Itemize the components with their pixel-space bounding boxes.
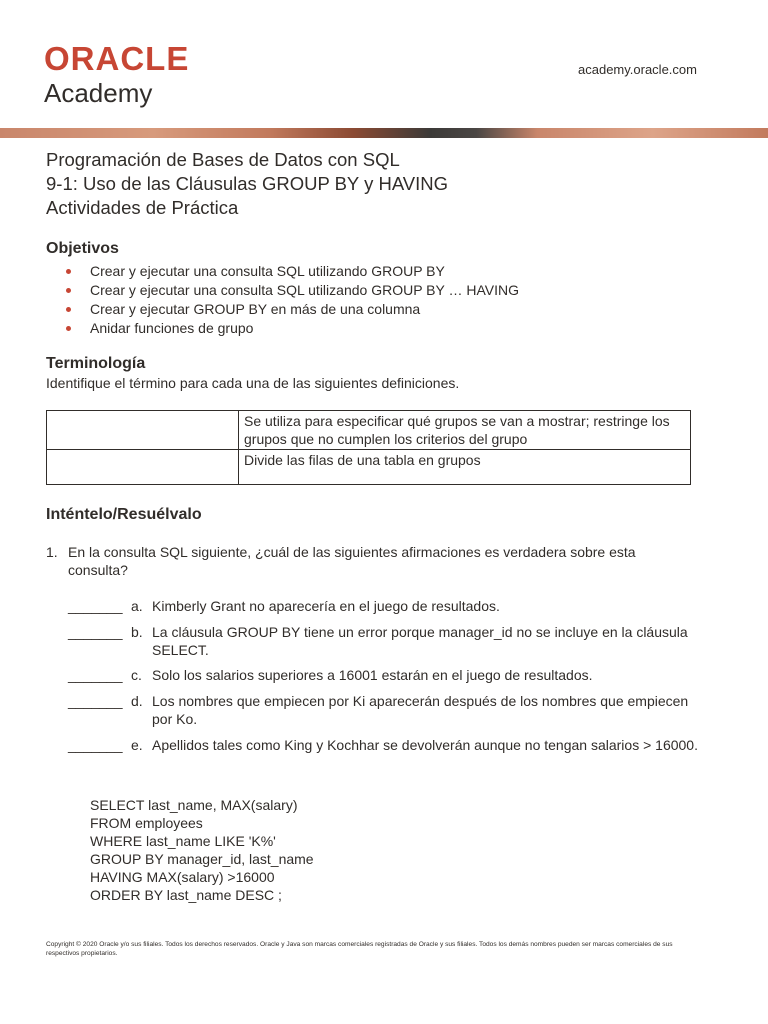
objective-item xyxy=(66,281,519,300)
objectives-list xyxy=(66,262,519,338)
title-lesson: 9-1: Uso de las Cláusulas GROUP BY y HAVING xyxy=(46,173,449,194)
table-row xyxy=(47,411,691,450)
answer-option-d xyxy=(68,692,698,728)
option-text: Apellidos tales como King y Kochhar se devolverán aunque no tengan salarios > 16000. xyxy=(152,737,698,753)
answer-option-b xyxy=(68,623,698,659)
option-letter: b. xyxy=(131,624,143,640)
option-text: La cláusula GROUP BY tiene un error porque manager_id no se incluye en la cláusula SELECT. xyxy=(152,624,688,658)
logo-subtitle: Academy xyxy=(44,78,153,108)
definition-cell: Se utiliza para especificar qué grupos se van a mostrar; restringe los grupos que no cumplen los criterios del grupo xyxy=(239,411,691,450)
answer-option-c xyxy=(68,666,698,684)
bullet-icon xyxy=(66,288,71,293)
answer-blank[interactable]: _______ xyxy=(68,693,123,709)
title-course: Programación de Bases de Datos con SQL xyxy=(46,149,400,170)
objective-text: Anidar funciones de grupo xyxy=(90,320,254,336)
oracle-academy-logo xyxy=(44,42,189,108)
document-title xyxy=(46,148,448,220)
sql-code-block xyxy=(90,796,314,904)
term-answer-cell[interactable] xyxy=(47,411,239,450)
code-line: WHERE last_name LIKE 'K%' xyxy=(90,833,276,849)
answer-blank[interactable]: _______ xyxy=(68,737,123,753)
copyright-footer: Copyright © 2020 Oracle y/o sus filiales. Todos los derechos reservados. Oracle y Java son marcas comerciales registradas de Oracle y sus filiales. Todos los demás nombres pueden ser marcas comerciales de sus respectivos propietarios. xyxy=(46,941,673,957)
objective-text: Crear y ejecutar GROUP BY en más de una columna xyxy=(90,301,421,317)
terminology-heading: Terminología xyxy=(46,355,146,372)
question-number: 1. xyxy=(46,544,58,560)
option-letter: e. xyxy=(131,737,143,753)
title-activity: Actividades de Práctica xyxy=(46,197,239,218)
terminology-table xyxy=(46,410,691,485)
code-line: FROM employees xyxy=(90,815,203,831)
option-letter: a. xyxy=(131,598,143,614)
logo-brand: ORACLE xyxy=(44,40,190,77)
code-line: SELECT last_name, MAX(salary) xyxy=(90,797,298,813)
question-text: En la consulta SQL siguiente, ¿cuál de las siguientes afirmaciones es verdadera sobre esta consulta? xyxy=(68,544,636,578)
code-line: GROUP BY manager_id, last_name xyxy=(90,851,314,867)
answer-option-a xyxy=(68,597,698,615)
option-letter: d. xyxy=(131,693,143,709)
try-it-heading: Inténtelo/Resuélvalo xyxy=(46,506,202,523)
option-text: Los nombres que empiecen por Ki aparecerán después de los nombres que empiecen por Ko. xyxy=(152,693,689,727)
definition-cell: Divide las filas de una tabla en grupos xyxy=(239,450,691,485)
question-1 xyxy=(46,543,696,579)
objective-text: Crear y ejecutar una consulta SQL utilizando GROUP BY … HAVING xyxy=(90,282,520,298)
option-letter: c. xyxy=(131,667,142,683)
terminology-intro: Identifique el término para cada una de las siguientes definiciones. xyxy=(46,375,460,391)
bullet-icon xyxy=(66,269,71,274)
bullet-icon xyxy=(66,326,71,331)
answer-blank[interactable]: _______ xyxy=(68,624,123,640)
term-answer-cell[interactable] xyxy=(47,450,239,485)
objective-item xyxy=(66,262,519,281)
table-row xyxy=(47,450,691,485)
header-banner xyxy=(0,128,768,138)
objectives-heading: Objetivos xyxy=(46,240,119,257)
answer-blank[interactable]: _______ xyxy=(68,667,123,683)
option-text: Kimberly Grant no aparecería en el juego de resultados. xyxy=(152,598,500,614)
answer-blank[interactable]: _______ xyxy=(68,598,123,614)
site-url: academy.oracle.com xyxy=(578,62,697,77)
objective-item xyxy=(66,319,519,338)
option-text: Solo los salarios superiores a 16001 estarán en el juego de resultados. xyxy=(152,667,593,683)
objective-text: Crear y ejecutar una consulta SQL utilizando GROUP BY xyxy=(90,263,445,279)
objective-item xyxy=(66,300,519,319)
code-line: ORDER BY last_name DESC ; xyxy=(90,887,282,903)
answer-option-e xyxy=(68,736,698,754)
bullet-icon xyxy=(66,307,71,312)
code-line: HAVING MAX(salary) >16000 xyxy=(90,869,275,885)
